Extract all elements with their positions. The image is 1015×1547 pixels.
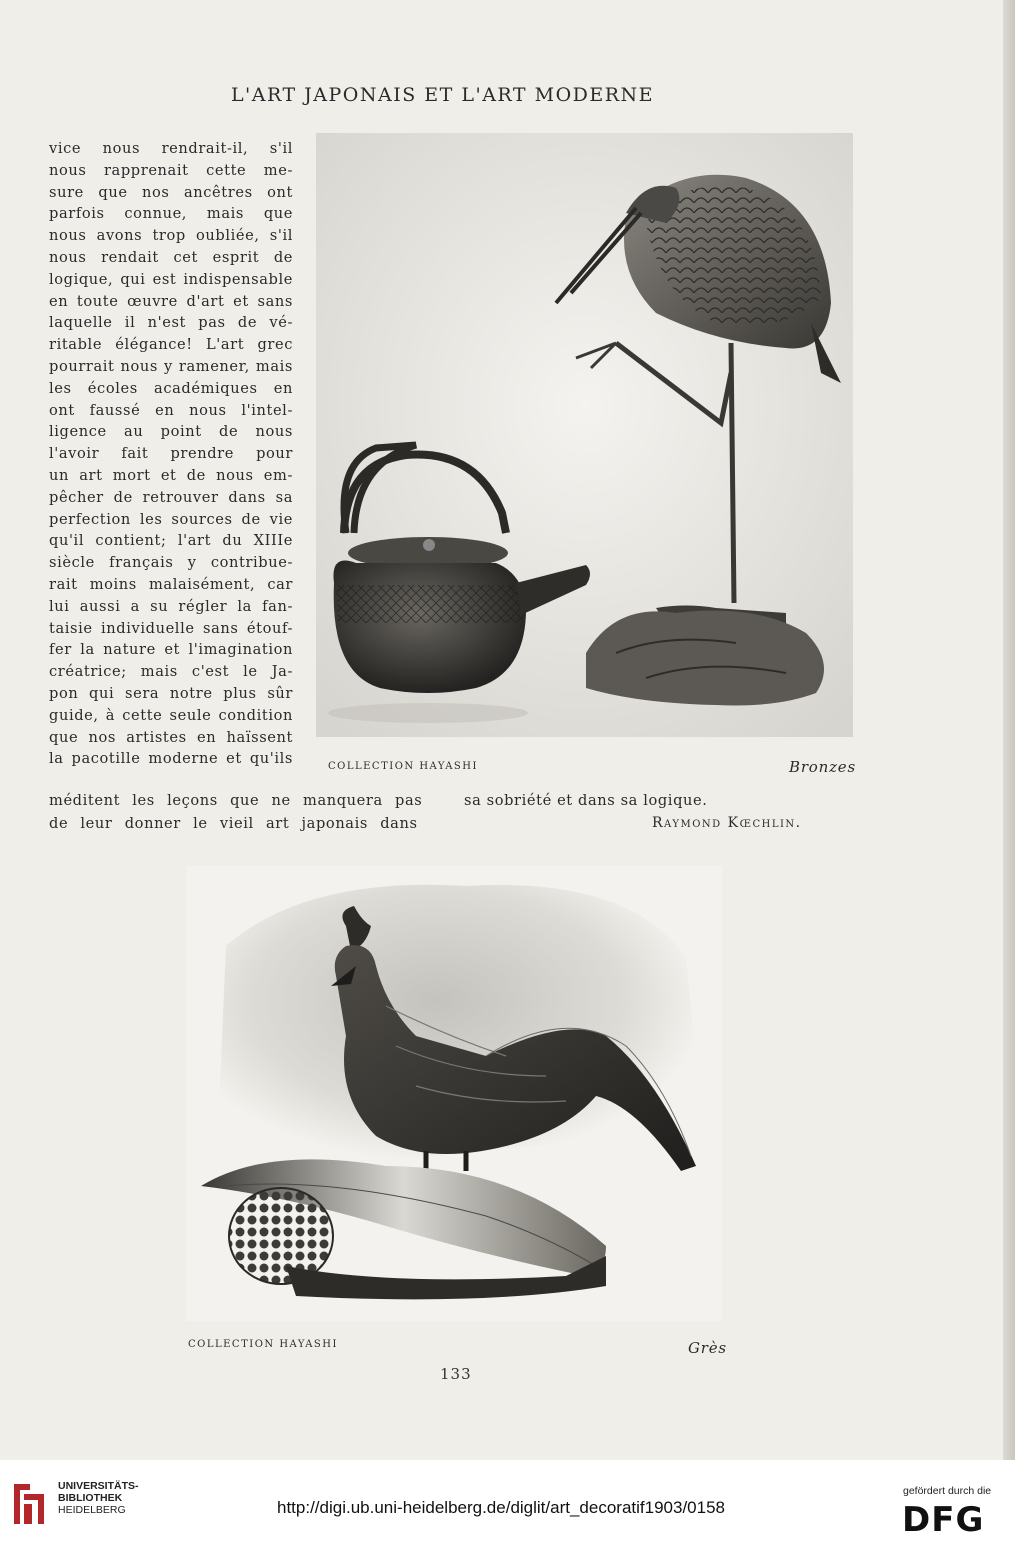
bronzes-photograph xyxy=(316,133,853,737)
gres-photograph xyxy=(186,866,722,1321)
library-line-2: BIBLIOTHEK xyxy=(58,1492,123,1504)
text-line: nous avons trop oubliée, s'il xyxy=(49,227,293,245)
text-line: pourrait nous y ramener, mais xyxy=(49,357,293,375)
text-line: l'avoir fait prendre pour xyxy=(49,445,293,463)
text-line: fer la nature et l'imagination xyxy=(49,641,293,659)
author-signature: Raymond Kœchlin. xyxy=(652,815,802,831)
library-line-3: HEIDELBERG xyxy=(58,1504,126,1516)
text-line: laquelle il n'est pas de vé- xyxy=(49,314,293,332)
text-line: qu'il contient; l'art du XIIIe xyxy=(49,532,293,550)
text-line: parfois connue, mais que xyxy=(49,205,293,223)
text-line: lui aussi a su régler la fan- xyxy=(49,597,293,615)
page-number: 133 xyxy=(440,1365,472,1383)
running-title: L'ART JAPONAIS ET L'ART MODERNE xyxy=(230,84,655,106)
text-line: les écoles académiques en xyxy=(49,379,293,397)
text-line: pon qui sera notre plus sûr xyxy=(49,684,293,702)
text-line: siècle français y contribue- xyxy=(49,554,293,572)
library-line-1: UNIVERSITÄTS- xyxy=(58,1480,139,1492)
text-column xyxy=(49,138,293,770)
library-logo-icon xyxy=(10,1480,50,1528)
text-line: en toute œuvre d'art et sans xyxy=(49,292,293,310)
text-line: pêcher de retrouver dans sa xyxy=(49,488,293,506)
text-line: vice nous rendrait-il, s'il xyxy=(49,140,293,157)
text-line: sure que nos ancêtres ont xyxy=(49,183,293,201)
text-line: rait moins malaisément, car xyxy=(49,575,293,593)
text-line: la pacotille moderne et qu'ils xyxy=(49,750,293,768)
text-line: ritable élégance! L'art grec xyxy=(49,336,293,354)
text-line: créatrice; mais c'est le Ja- xyxy=(49,663,293,681)
text-line: nous rapprenait cette me- xyxy=(49,161,293,179)
funder-label: gefördert durch die xyxy=(903,1485,992,1497)
viewer-footer xyxy=(0,1460,1015,1547)
plate-2-caption-collection: COLLECTION HAYASHI xyxy=(188,1339,338,1350)
dfg-logo: DFG xyxy=(902,1500,985,1540)
text-line: que nos artistes en haïssent xyxy=(49,728,293,746)
plate-1-caption-collection: COLLECTION HAYASHI xyxy=(328,761,478,772)
text-line: logique, qui est indispensable xyxy=(49,270,293,288)
text-line: ont faussé en nous l'intel- xyxy=(49,401,293,419)
permalink-url[interactable]: http://digi.ub.uni-heidelberg.de/diglit/art_decoratif1903/0158 xyxy=(277,1498,725,1517)
text-line: sa sobriété et dans sa logique. xyxy=(464,792,708,809)
text-line: un art mort et de nous em- xyxy=(49,466,293,484)
text-line: ligence au point de nous xyxy=(49,423,293,441)
plate-2-caption-medium: Grès xyxy=(688,1339,727,1357)
text-line: méditent les leçons que ne manquera pas xyxy=(49,792,423,809)
text-line: taisie individuelle sans étouf- xyxy=(49,619,293,637)
text-line: nous rendait cet esprit de xyxy=(49,248,293,266)
plate-1-caption-medium: Bronzes xyxy=(789,758,856,776)
text-line: guide, à cette seule condition xyxy=(49,706,293,724)
text-line: perfection les sources de vie xyxy=(49,510,293,528)
page-edge xyxy=(1003,0,1015,1460)
text-line: de leur donner le vieil art japonais dans xyxy=(49,815,418,832)
library-name xyxy=(58,1480,139,1516)
